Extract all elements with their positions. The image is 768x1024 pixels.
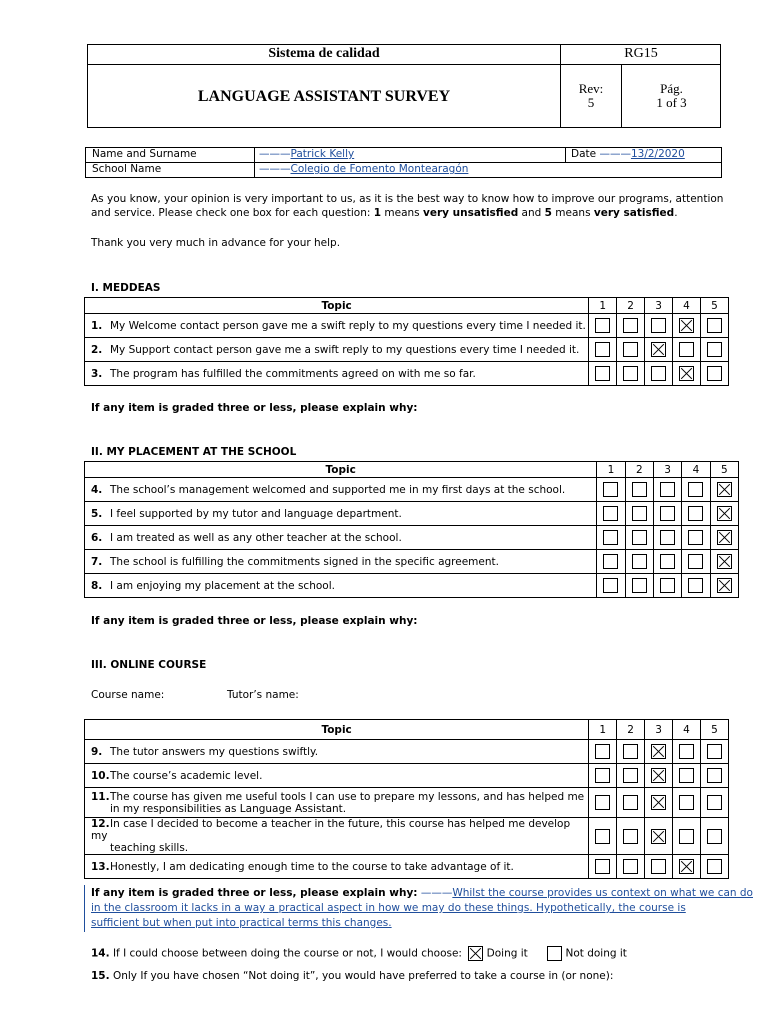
scale-header-1: 1 — [589, 720, 617, 740]
rating-3-checkbox[interactable] — [660, 578, 675, 593]
question-row — [85, 574, 739, 598]
name-label: Name and Surname — [92, 148, 197, 160]
rating-4-checkbox[interactable] — [679, 768, 694, 783]
date-field[interactable]: Date ———13/2/2020 — [571, 148, 685, 160]
question-text: 11.The course has given me useful tools I can use to prepare my lessons, and has helped me in my responsibilities as Language Assistant. — [85, 788, 589, 818]
tutor-name-label: Tutor’s name: — [227, 689, 299, 701]
question-row — [85, 764, 729, 788]
scale-header-1: 1 — [589, 298, 617, 314]
question-text: 8. I am enjoying my placement at the school. — [85, 574, 597, 598]
intro-line-1: As you know, your opinion is very important to us, as it is the best way to know how to improve our programs, attention — [91, 193, 724, 205]
rating-4-checkbox[interactable] — [679, 318, 694, 333]
rating-5-checkbox[interactable] — [717, 506, 732, 521]
name-field[interactable]: ———Patrick Kelly — [259, 148, 355, 160]
question-row — [85, 502, 739, 526]
topic-header: Topic — [85, 720, 589, 740]
rating-2-checkbox[interactable] — [623, 366, 638, 381]
question-14: 14. If I could choose between doing the course or not, I would choose: Doing it Not doing it — [91, 947, 627, 960]
question-row — [85, 314, 729, 338]
rating-5-checkbox[interactable] — [707, 366, 722, 381]
section-3-explain: If any item is graded three or less, please explain why: ———Whilst the course provides us context on what we can do — [91, 887, 753, 899]
name-value: Patrick Kelly — [290, 148, 355, 160]
document-code: RG15 — [624, 46, 658, 61]
question-row — [85, 338, 729, 362]
scale-header-5: 5 — [710, 462, 738, 478]
page-number: 1 of 3 — [656, 95, 687, 110]
rating-5-checkbox[interactable] — [717, 482, 732, 497]
rating-4-checkbox[interactable] — [688, 578, 703, 593]
rating-4-checkbox[interactable] — [679, 795, 694, 810]
question-text: 7. The school is fulfilling the commitments signed in the specific agreement. — [85, 550, 597, 574]
question-row — [85, 550, 739, 574]
section-2-table — [84, 461, 739, 598]
explain-answer-line-2[interactable]: in the classroom it lacks in a way a practical aspect in how we may do these things. Hypothetically, the course is — [91, 902, 686, 914]
rating-4-checkbox[interactable] — [688, 482, 703, 497]
school-label: School Name — [92, 163, 162, 175]
question-text: 6. I am treated as well as any other teacher at the school. — [85, 526, 597, 550]
scale-header-4: 4 — [682, 462, 710, 478]
page-label: Pág. — [660, 81, 683, 96]
rating-5-checkbox[interactable] — [707, 768, 722, 783]
question-row — [85, 740, 729, 764]
rating-2-checkbox[interactable] — [632, 482, 647, 497]
rating-2-checkbox[interactable] — [632, 530, 647, 545]
rating-3-checkbox[interactable] — [660, 506, 675, 521]
quality-system-label: Sistema de calidad — [268, 46, 380, 61]
question-text: 4. The school’s management welcomed and supported me in my first days at the school. — [85, 478, 597, 502]
rating-4-checkbox[interactable] — [679, 366, 694, 381]
scale-header-5: 5 — [700, 298, 728, 314]
rating-3-checkbox[interactable] — [660, 482, 675, 497]
question-text: 13.Honestly, I am dedicating enough time to the course to take advantage of it. — [85, 855, 589, 879]
rating-1-checkbox[interactable] — [595, 829, 610, 844]
rating-4-checkbox[interactable] — [688, 530, 703, 545]
question-15: 15. Only If you have chosen “Not doing it”, you would have preferred to take a course in (or none): — [91, 970, 614, 982]
rating-3-checkbox[interactable] — [651, 768, 666, 783]
rating-5-checkbox[interactable] — [707, 318, 722, 333]
rating-1-checkbox[interactable] — [603, 506, 618, 521]
scale-header-1: 1 — [597, 462, 625, 478]
question-row — [85, 818, 729, 855]
scale-header-3: 3 — [645, 720, 673, 740]
rating-4-checkbox[interactable] — [679, 859, 694, 874]
scale-header-2: 2 — [617, 298, 645, 314]
question-row — [85, 788, 729, 818]
thanks-text: Thank you very much in advance for your help. — [91, 237, 341, 249]
section-1-title: I. MEDDEAS — [91, 282, 161, 294]
doing-it-label: Doing it — [486, 947, 528, 960]
scale-header-2: 2 — [625, 462, 653, 478]
rating-5-checkbox[interactable] — [717, 578, 732, 593]
rating-1-checkbox[interactable] — [595, 318, 610, 333]
rating-2-checkbox[interactable] — [623, 859, 638, 874]
rating-2-checkbox[interactable] — [632, 506, 647, 521]
question-text: 12.In case I decided to become a teacher in the future, this course has helped me develop my teaching skills. — [85, 818, 589, 855]
rating-1-checkbox[interactable] — [595, 366, 610, 381]
not-doing-it-checkbox[interactable] — [547, 946, 562, 961]
rating-2-checkbox[interactable] — [623, 744, 638, 759]
document-title: LANGUAGE ASSISTANT SURVEY — [197, 88, 451, 105]
section-2-explain: If any item is graded three or less, please explain why: — [91, 615, 418, 627]
rating-3-checkbox[interactable] — [660, 554, 675, 569]
question-text: 5. I feel supported by my tutor and language department. — [85, 502, 597, 526]
school-field[interactable]: ———Colegio de Fomento Montearagón — [259, 163, 469, 175]
rating-4-checkbox[interactable] — [679, 829, 694, 844]
rating-1-checkbox[interactable] — [595, 342, 610, 357]
topic-header: Topic — [85, 462, 597, 478]
scale-header-5: 5 — [700, 720, 728, 740]
date-label: Date — [571, 148, 597, 160]
rating-3-checkbox[interactable] — [651, 829, 666, 844]
rating-5-checkbox[interactable] — [707, 795, 722, 810]
rating-3-checkbox[interactable] — [651, 795, 666, 810]
question-row — [85, 478, 739, 502]
question-text: 3. The program has fulfilled the commitments agreed on with me so far. — [85, 362, 589, 386]
rating-5-checkbox[interactable] — [707, 859, 722, 874]
topic-header: Topic — [85, 298, 589, 314]
doing-it-checkbox[interactable] — [468, 946, 483, 961]
rating-5-checkbox[interactable] — [707, 744, 722, 759]
rating-5-checkbox[interactable] — [717, 554, 732, 569]
rating-3-checkbox[interactable] — [660, 530, 675, 545]
scale-header-3: 3 — [645, 298, 673, 314]
rating-2-checkbox[interactable] — [623, 318, 638, 333]
question-text: 10.The course’s academic level. — [85, 764, 589, 788]
section-3-table — [84, 719, 729, 879]
rating-2-checkbox[interactable] — [623, 768, 638, 783]
rating-2-checkbox[interactable] — [623, 829, 638, 844]
section-1-explain: If any item is graded three or less, please explain why: — [91, 402, 418, 414]
rating-2-checkbox[interactable] — [632, 554, 647, 569]
rating-3-checkbox[interactable] — [651, 859, 666, 874]
rating-2-checkbox[interactable] — [632, 578, 647, 593]
scale-header-4: 4 — [673, 720, 701, 740]
rating-1-checkbox[interactable] — [595, 744, 610, 759]
rating-5-checkbox[interactable] — [707, 829, 722, 844]
section-2-title: II. MY PLACEMENT AT THE SCHOOL — [91, 446, 297, 458]
question-row — [85, 855, 729, 879]
rating-3-checkbox[interactable] — [651, 744, 666, 759]
rating-2-checkbox[interactable] — [623, 795, 638, 810]
scale-header-3: 3 — [653, 462, 681, 478]
explain-answer-line-1[interactable]: Whilst the course provides us context on what we can do — [452, 887, 753, 899]
rating-5-checkbox[interactable] — [707, 342, 722, 357]
question-text: 9. The tutor answers my questions swiftly. — [85, 740, 589, 764]
rating-1-checkbox[interactable] — [595, 768, 610, 783]
section-1-table — [84, 297, 729, 386]
rating-1-checkbox[interactable] — [595, 859, 610, 874]
respondent-info-table — [85, 147, 722, 178]
revision-value: 5 — [587, 95, 595, 110]
rating-5-checkbox[interactable] — [717, 530, 732, 545]
question-row — [85, 526, 739, 550]
section-3-title: III. ONLINE COURSE — [91, 659, 207, 671]
rating-1-checkbox[interactable] — [603, 578, 618, 593]
revision-label: Rev: — [578, 81, 604, 96]
document-header — [87, 44, 721, 128]
rating-1-checkbox[interactable] — [603, 554, 618, 569]
rating-4-checkbox[interactable] — [679, 744, 694, 759]
rating-4-checkbox[interactable] — [688, 554, 703, 569]
date-value: 13/2/2020 — [630, 148, 685, 160]
rating-4-checkbox[interactable] — [679, 342, 694, 357]
scale-header-2: 2 — [617, 720, 645, 740]
rating-3-checkbox[interactable] — [651, 318, 666, 333]
intro-line-2: and service. Please check one box for each question: 1 means very unsatisfied and 5 means very satisfied. — [91, 207, 678, 219]
question-text: 1. My Welcome contact person gave me a swift reply to my questions every time I needed it. — [85, 314, 589, 338]
question-row — [85, 362, 729, 386]
rating-3-checkbox[interactable] — [651, 366, 666, 381]
explain-answer-line-3[interactable]: sufficient but when put into practical terms this changes. — [91, 917, 392, 929]
rating-1-checkbox[interactable] — [595, 795, 610, 810]
rating-2-checkbox[interactable] — [623, 342, 638, 357]
rating-3-checkbox[interactable] — [651, 342, 666, 357]
rating-1-checkbox[interactable] — [603, 530, 618, 545]
course-name-label: Course name: — [91, 689, 165, 701]
not-doing-it-label: Not doing it — [565, 947, 627, 960]
scale-header-4: 4 — [673, 298, 701, 314]
question-text: 2. My Support contact person gave me a swift reply to my questions every time I needed it. — [85, 338, 589, 362]
rating-4-checkbox[interactable] — [688, 506, 703, 521]
rating-1-checkbox[interactable] — [603, 482, 618, 497]
school-value: Colegio de Fomento Montearagón — [290, 163, 469, 175]
